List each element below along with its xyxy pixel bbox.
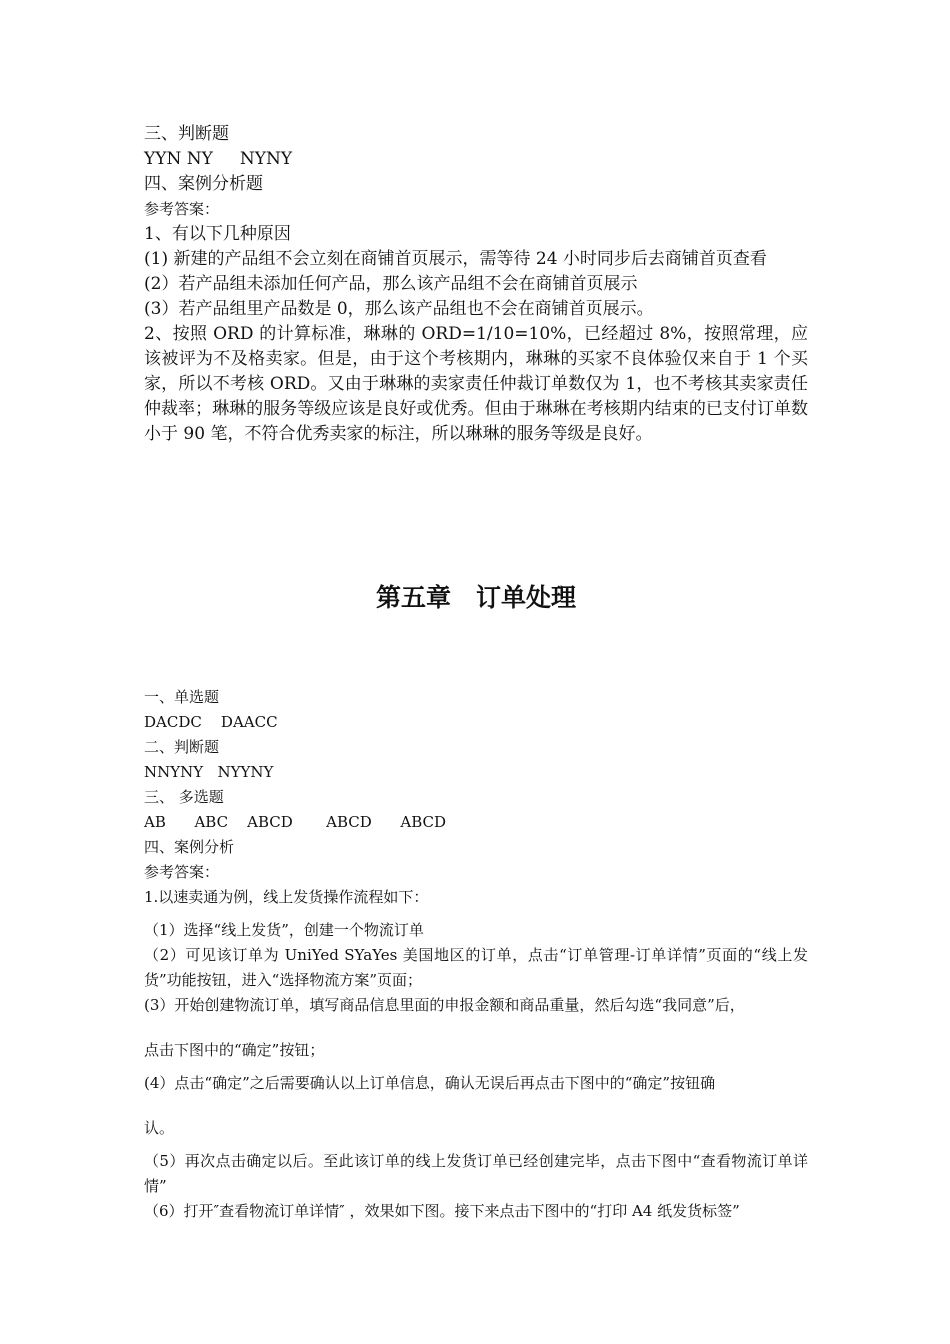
reference-label-2: 参考答案： (144, 863, 220, 881)
judge-heading-2: 二、判断题 (144, 738, 220, 756)
question-1-point-2: (2）若产品组未添加任何产品，那么该产品组不会在商铺首页展示 (144, 274, 638, 294)
step-4-line-2: 认。 (144, 1119, 175, 1137)
judge-answers-2: NNYNY NYYNY (144, 763, 274, 781)
single-choice-heading: 一、单选题 (144, 688, 220, 706)
judge-answers: YYN NY NYNY (144, 149, 293, 169)
chapter4-answers (144, 122, 808, 447)
chapter5-answers (144, 685, 808, 1224)
chapter-title: 第五章 订单处理 (375, 583, 576, 612)
step-4-line-1: (4）点击“确定”之后需要确认以上订单信息，确认无误后再点击下图中的“确定”按钮确 (144, 1074, 716, 1092)
step-1: （1）选择“线上发货”，创建一个物流订单 (144, 921, 424, 939)
question-1-point-1: (1) 新建的产品组不会立刻在商铺首页展示，需等待 24 小时同步后去商铺首页查看 (144, 249, 767, 269)
multi-choice-heading: 三、 多选题 (144, 788, 224, 806)
question-2: 2、按照 ORD 的计算标准，琳琳的 ORD=1/10=10%，已经超过 8%，按照常理，应该被评为不及格卖家。但是，由于这个考核期内，琳琳的买家不良体验仅来自于 1 个买家，所以不考核 ORD。又由于琳琳的卖家责任仲裁订单数仅为 1，也不考核其卖家责任仲裁率；琳琳的服务等级应该是良好或优秀。但由于琳琳在考核期内结束的已支付订单数小于 90 笔，不符合优秀卖家的标注，所以琳琳的服务等级是良好。 (144, 324, 808, 444)
step-3-line-1: (3）开始创建物流订单，填写商品信息里面的申报金额和商品重量，然后勾选“我同意”后， (144, 996, 745, 1014)
step-2: （2）可见该订单为 UniYed SYaYes 美国地区的订单，点击“订单管理-订单详情”页面的“线上发货”功能按钮，进入“选择物流方案”页面； (144, 946, 808, 989)
step-3-line-2: 点击下图中的“确定”按钮； (144, 1041, 325, 1059)
case-heading-2: 四、案例分析 (144, 838, 235, 856)
multi-choice-answers: AB ABC ABCD ABCD ABCD (144, 813, 447, 831)
case-heading: 四、案例分析题 (144, 174, 263, 194)
step-6: （6）打开″查看物流订单详情″ ，效果如下图。接下来点击下图中的“打印 A4 纸发货标签” (144, 1202, 740, 1220)
step-5: （5）再次点击确定以后。至此该订单的线上发货订单已经创建完毕，点击下图中“查看物流订单详情” (144, 1152, 808, 1195)
single-choice-answers: DACDC DAACC (144, 713, 278, 731)
case-intro: 1.以速卖通为例，线上发货操作流程如下： (144, 888, 429, 906)
question-1-point-3: (3）若产品组里产品数是 0，那么该产品组也不会在商铺首页展示。 (144, 299, 654, 319)
question-1: 1、有以下几种原因 (144, 224, 291, 244)
judge-heading: 三、判断题 (144, 124, 229, 144)
reference-label: 参考答案： (144, 200, 220, 218)
